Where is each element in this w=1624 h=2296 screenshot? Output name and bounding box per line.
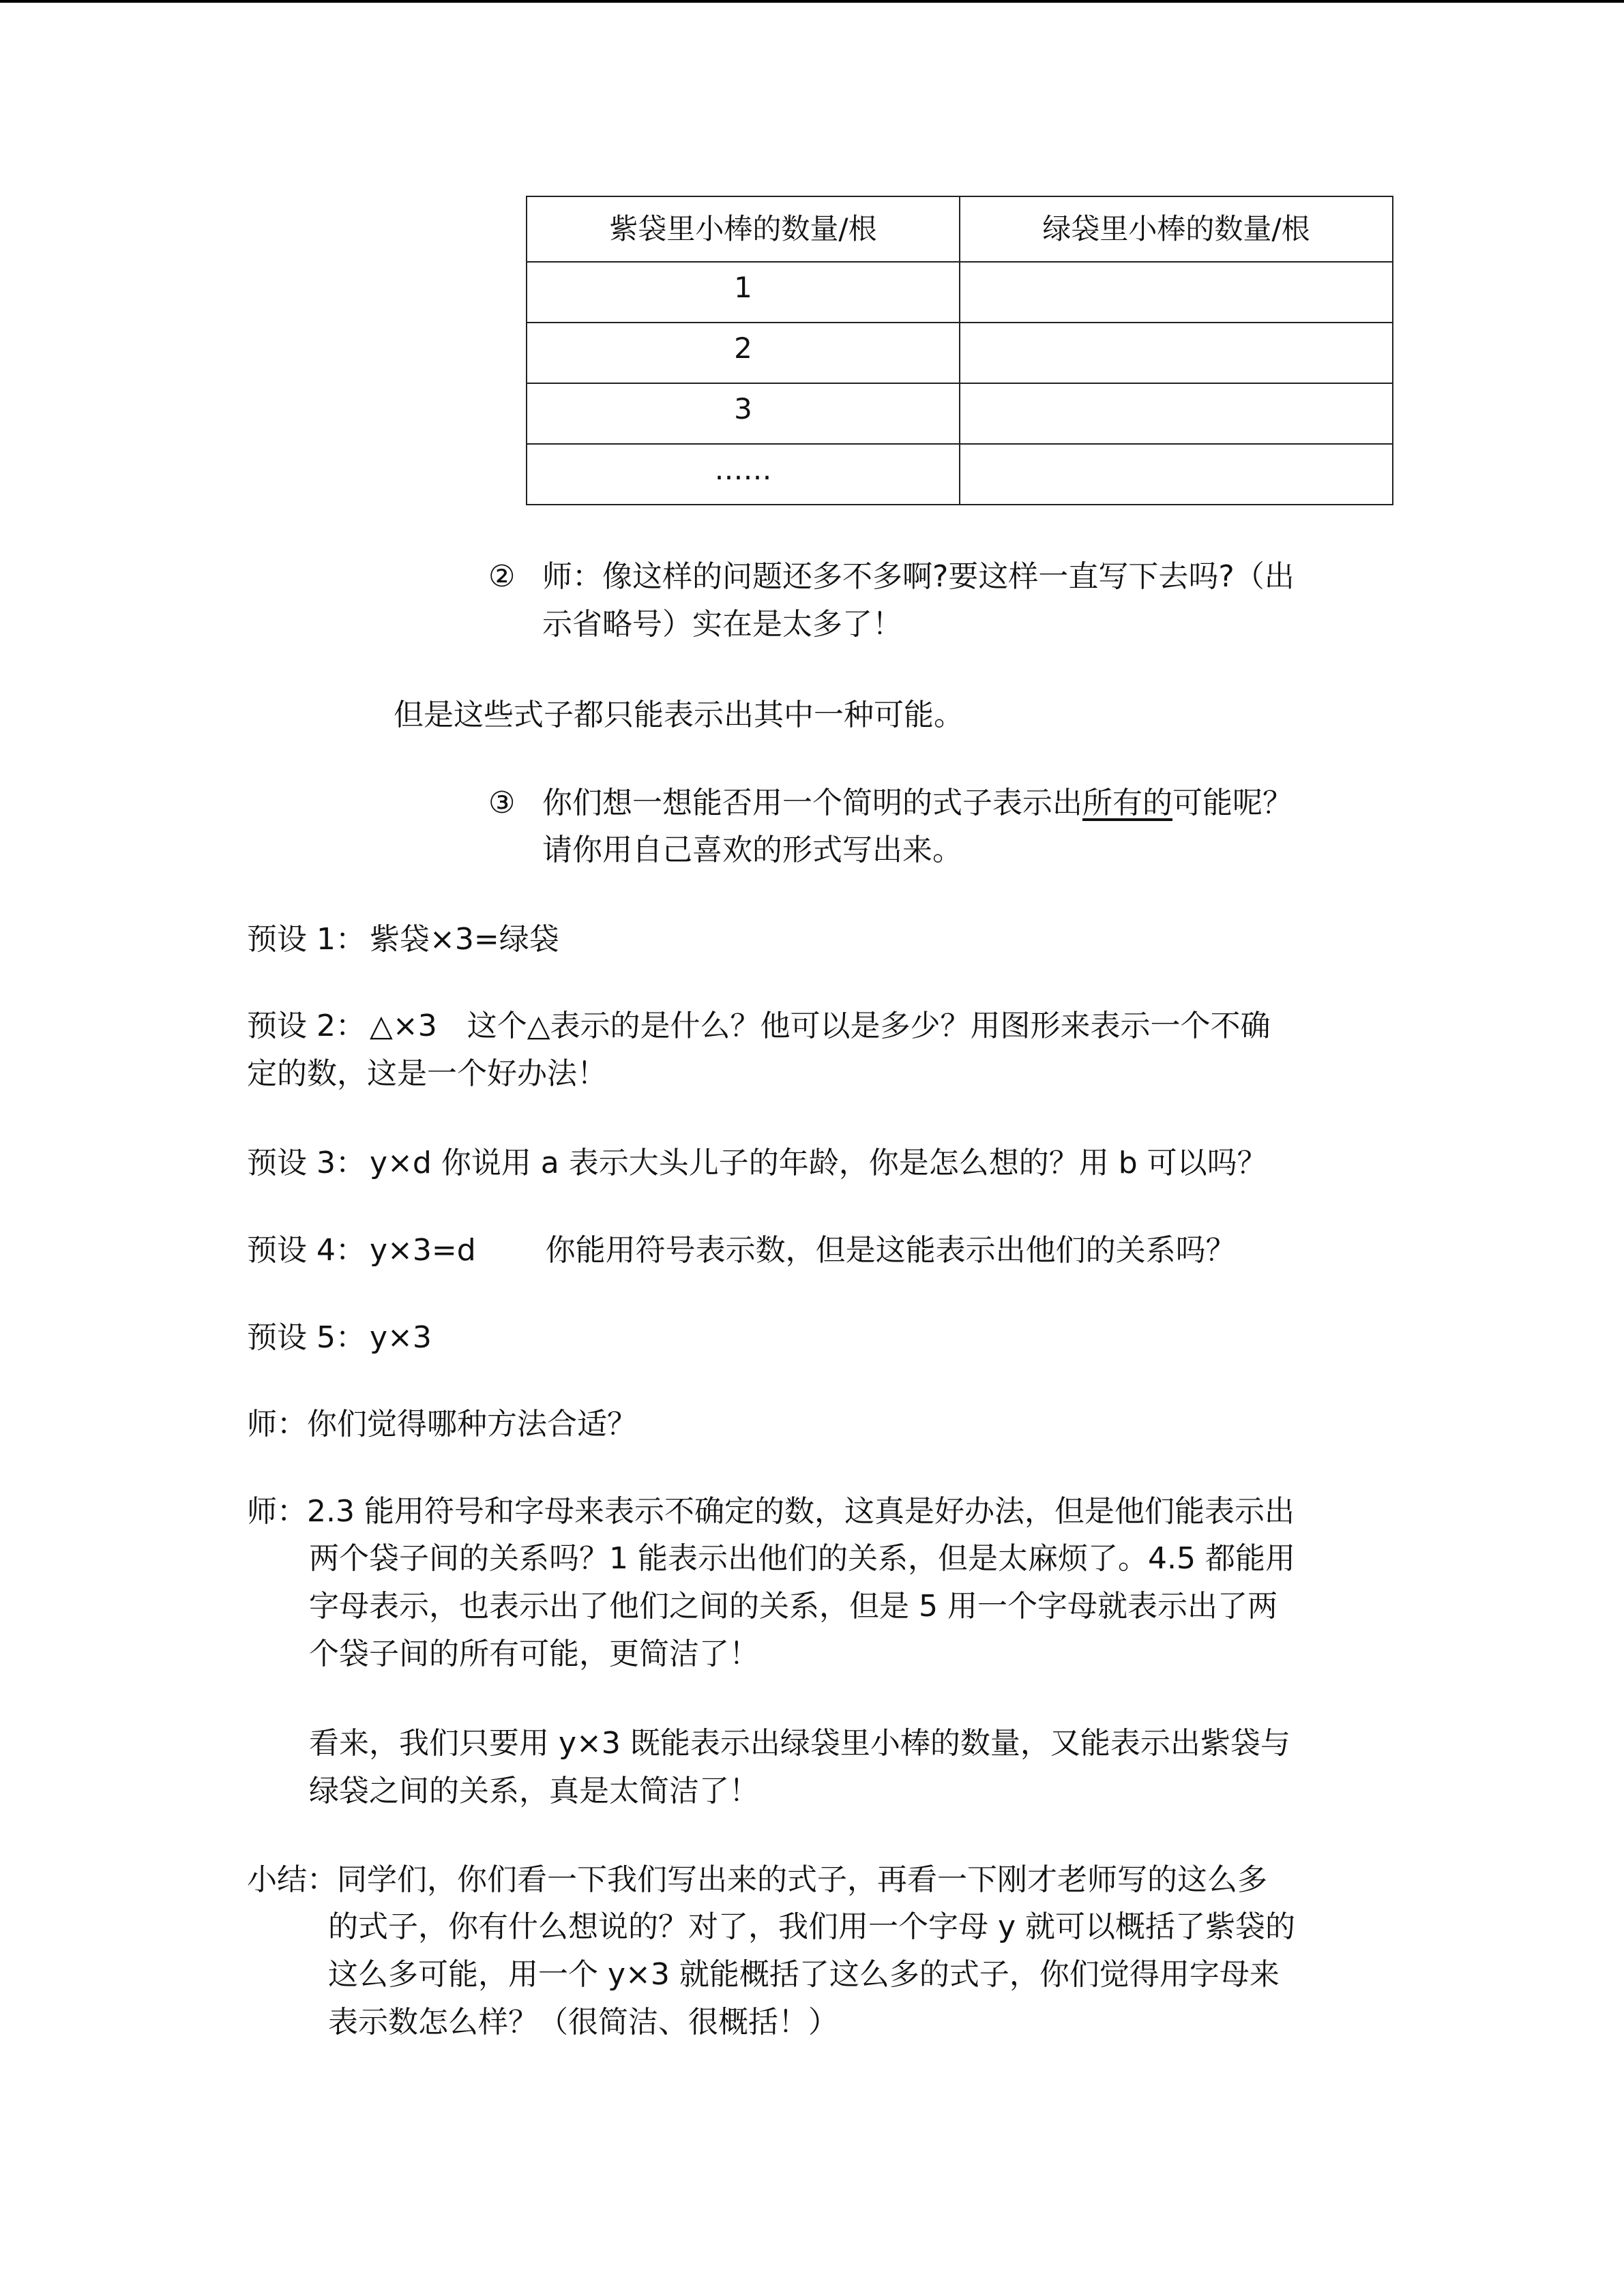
item-3-text-a: 你们想一想能否用一个简明的式子表示出 [542,786,1082,820]
item-3-line-2: 请你用自己喜欢的形式写出来。 [542,833,962,867]
table-row [527,323,1393,383]
preset-1-text: 紫袋×3=绿袋 [370,922,559,957]
preset-2-label: 预设 2： [247,1009,366,1043]
note-text: 但是这些式子都只能表示出其中一种可能。 [394,698,964,732]
summary-line-1: 小结：同学们，你们看一下我们写出来的式子，再看一下刚才老师写的这么多 [247,1862,1267,1897]
summary-line-2: 的式子，你有什么想说的？对了，我们用一个字母 y 就可以概括了紫袋的 [328,1909,1296,1944]
table-cell [960,444,1393,505]
table-cell [960,262,1393,323]
item-3-line-1 [542,788,1293,818]
item-2-line-1: 师：像这样的问题还多不多啊?要这样一直写下去吗?（出 [542,559,1295,594]
preset-2-text: △×3 这个△表示的是什么？他可以是多少？用图形来表示一个不确 [370,1009,1271,1043]
summary-line-3: 这么多可能，用一个 y×3 就能概括了这么多的式子，你们觉得用字母来 [328,1957,1280,1992]
table-header-green: 绿袋里小棒的数量/根 [960,196,1393,262]
preset-3-label: 预设 3： [247,1146,366,1180]
table-cell: 3 [527,383,960,444]
item-2-line-2: 示省略号）实在是太多了！ [542,607,902,642]
item-2-number: ② [488,559,516,594]
preset-5-text: y×3 [370,1320,432,1355]
preset-4-label: 预设 4： [247,1233,366,1268]
bags-table [526,196,1393,505]
table-row [527,444,1393,505]
teacher-paragraph-line-1: 师：2.3 能用符号和字母来表示不确定的数，这真是好办法，但是他们能表示出 [247,1494,1295,1529]
table-header-purple: 紫袋里小棒的数量/根 [527,196,960,262]
conclusion-line-1: 看来，我们只要用 y×3 既能表示出绿袋里小棒的数量，又能表示出紫袋与 [309,1726,1290,1761]
teacher-paragraph-line-3: 字母表示，也表示出了他们之间的关系，但是 5 用一个字母就表示出了两 [309,1589,1278,1624]
table-row [527,262,1393,323]
preset-2-continuation: 定的数，这是一个好办法！ [247,1056,607,1091]
item-3-number: ③ [488,786,516,820]
table-cell: 1 [527,262,960,323]
table-cell: 2 [527,323,960,383]
preset-5-label: 预设 5： [247,1320,366,1355]
preset-1-label: 预设 1： [247,922,366,957]
teacher-paragraph-line-4: 个袋子间的所有可能，更简洁了！ [309,1637,759,1671]
summary-line-4: 表示数怎么样？（很简洁、很概括！） [328,2005,838,2040]
teacher-question: 师：你们觉得哪种方法合适？ [247,1407,637,1442]
preset-3-text: y×d 你说用 a 表示大头儿子的年龄，你是怎么想的？用 b 可以吗？ [370,1146,1267,1180]
table-row [527,383,1393,444]
teacher-paragraph-line-2: 两个袋子间的关系吗？1 能表示出他们的关系，但是太麻烦了。4.5 都能用 [309,1541,1295,1576]
table-cell: …… [527,444,960,505]
item-3-text-b: 可能呢？ [1172,786,1293,820]
conclusion-line-2: 绿袋之间的关系，真是太简洁了！ [309,1774,759,1808]
table-cell [960,323,1393,383]
table-cell [960,383,1393,444]
preset-4-text: y×3=d 你能用符号表示数，但是这能表示出他们的关系吗？ [370,1233,1236,1268]
page-top-border [0,0,1624,3]
item-3-underlined-text: 所有的 [1082,786,1172,820]
table-header-row [527,196,1393,262]
